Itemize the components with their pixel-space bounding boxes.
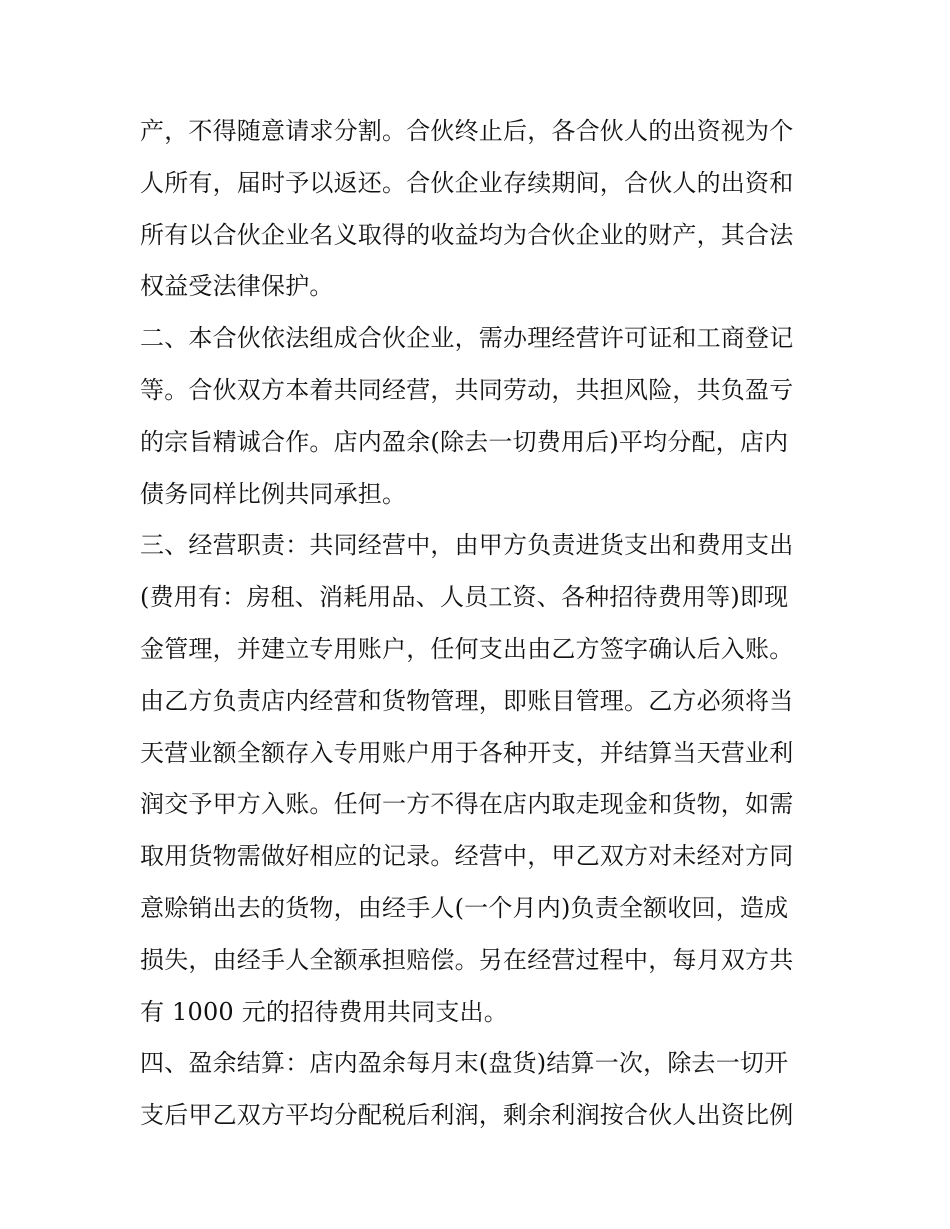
- text-line: 人所有，届时予以返还。合伙企业存续期间，合伙人的出资和: [140, 168, 794, 197]
- text-line: 意赊销出去的货物，由经手人(一个月内)负责全额收回，造成: [140, 893, 789, 922]
- text-line: 债务同样比例共同承担。: [140, 479, 407, 508]
- text-line: 有 1000 元的招待费用共同支出。: [140, 997, 508, 1026]
- text-line: 润交予甲方入账。任何一方不得在店内取走现金和货物，如需: [140, 790, 794, 819]
- text-line: 取用货物需做好相应的记录。经营中，甲乙双方对未经对方同: [140, 842, 794, 871]
- text-line: 二、本合伙依法组成合伙企业，需办理经营许可证和工商登记: [140, 324, 794, 353]
- text-line: 等。合伙双方本着共同经营，共同劳动，共担风险，共负盈亏: [140, 375, 794, 404]
- text-line: 所有以合伙企业名义取得的收益均为合伙企业的财产，其合法: [140, 220, 794, 249]
- document-body: [140, 106, 820, 1142]
- text-line: 损失，由经手人全额承担赔偿。另在经营过程中，每月双方共: [140, 945, 794, 974]
- text-line: 天营业额全额存入专用账户用于各种开支，并结算当天营业利: [140, 738, 794, 767]
- text-line: 的宗旨精诚合作。店内盈余(除去一切费用后)平均分配，店内: [140, 427, 789, 456]
- text-line: 三、经营职责：共同经营中，由甲方负责进货支出和费用支出: [140, 531, 794, 560]
- text-line: 由乙方负责店内经营和货物管理，即账目管理。乙方必须将当: [140, 686, 794, 715]
- text-line: (费用有：房租、消耗用品、人员工资、各种招待费用等)即现: [140, 583, 789, 612]
- text-line: 四、盈余结算：店内盈余每月末(盘货)结算一次，除去一切开: [140, 1049, 789, 1078]
- text-line: 金管理，并建立专用账户，任何支出由乙方签字确认后入账。: [140, 634, 794, 663]
- text-line: 产，不得随意请求分割。合伙终止后，各合伙人的出资视为个: [140, 117, 794, 145]
- text-line: 支后甲乙双方平均分配税后利润，剩余利润按合伙人出资比例: [140, 1101, 794, 1130]
- text-line: 权益受法律保护。: [140, 272, 334, 301]
